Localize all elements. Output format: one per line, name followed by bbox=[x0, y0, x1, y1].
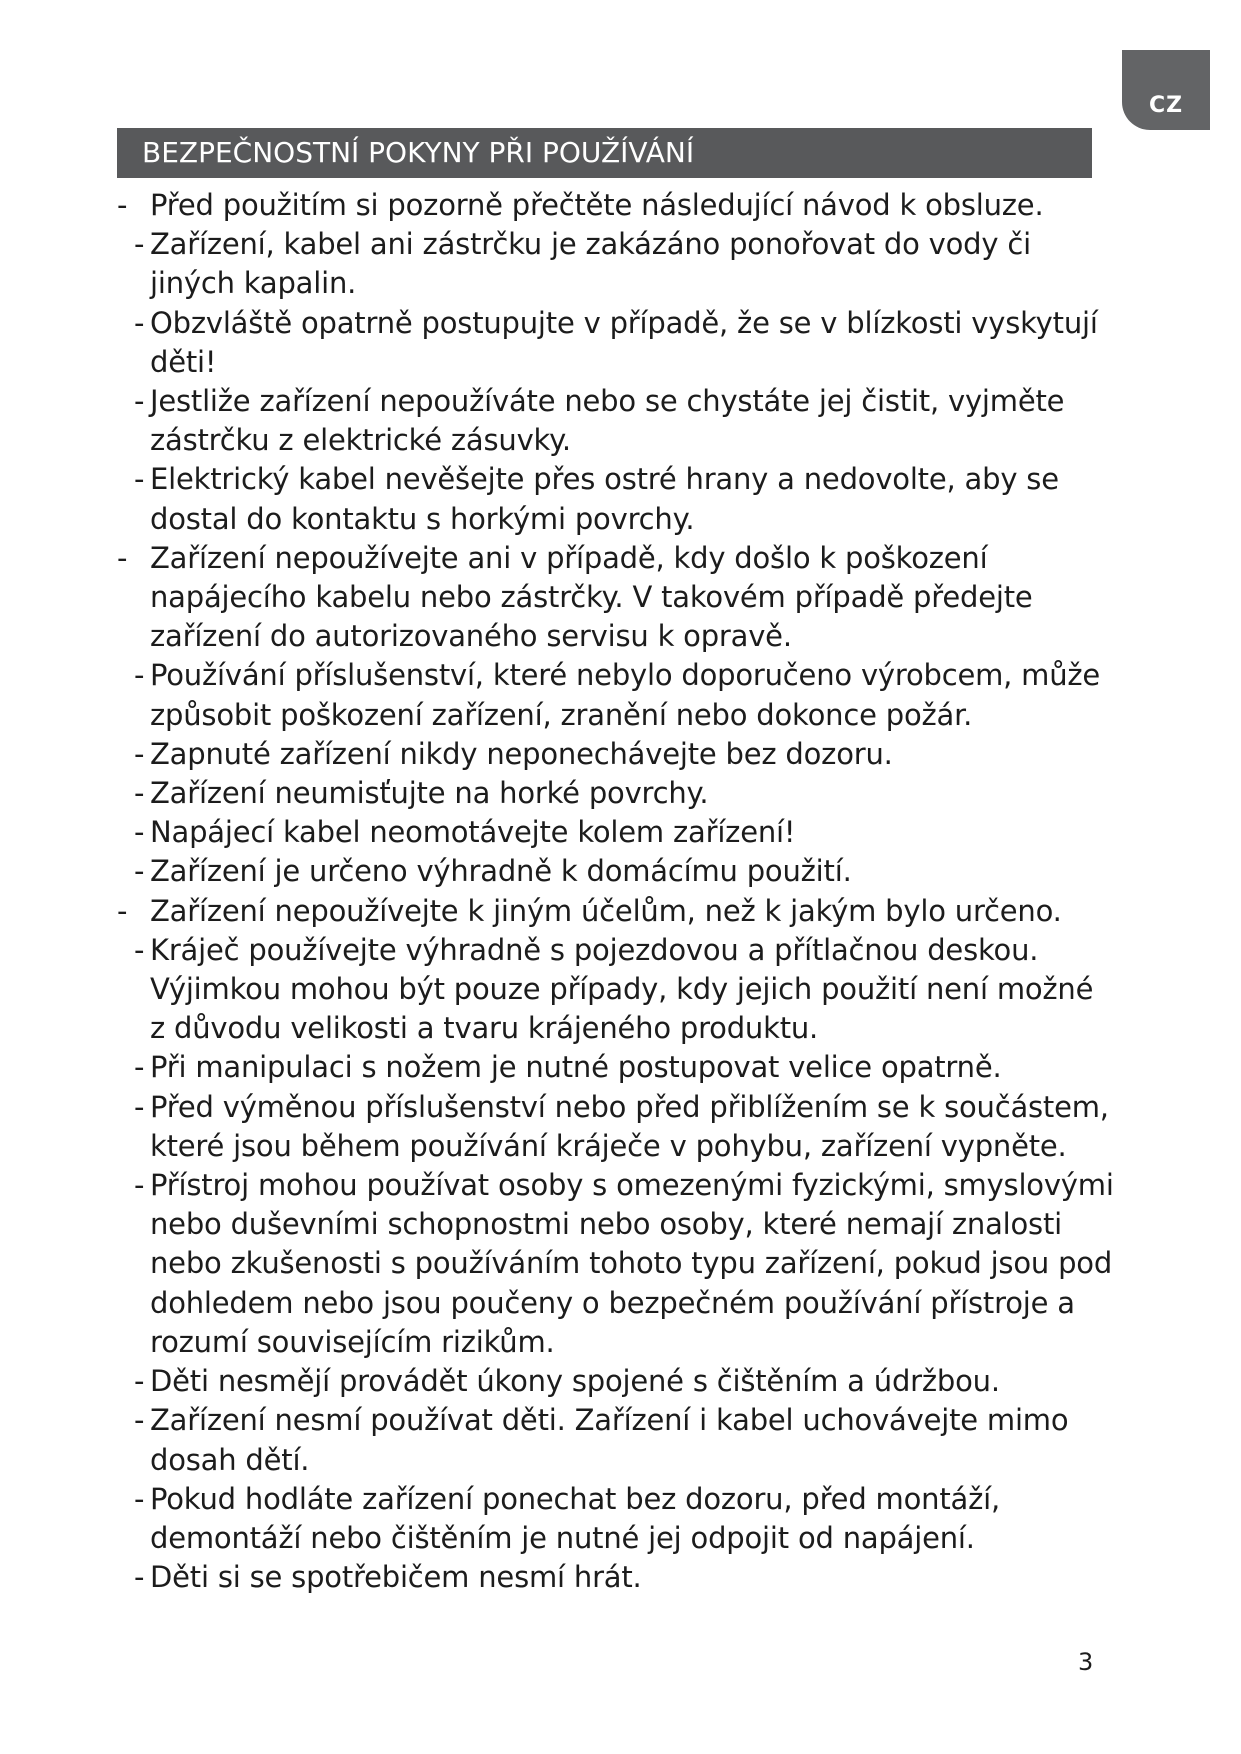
list-item bbox=[117, 1480, 1117, 1558]
list-item-text: Používání příslušenství, které nebylo doporučeno výrobcem, může způsobit poškození zařízení, zranění nebo dokonce požár. bbox=[150, 658, 1101, 732]
section-title: BEZPEČNOSTNÍ POKYNY PŘI POUŽÍVÁNÍ bbox=[142, 136, 695, 169]
list-item-text: Kráječ používejte výhradně s pojezdovou a přítlačnou deskou. Výjimkou mohou být pouze případy, kdy jejich použití není možné z důvodu velikosti a tvaru krájeného produktu. bbox=[150, 932, 1094, 1046]
language-tab-label: CZ bbox=[1148, 93, 1184, 118]
list-marker: - bbox=[134, 1481, 145, 1516]
list-item-text: Zapnuté zařízení nikdy neponechávejte bez dozoru. bbox=[150, 736, 893, 771]
list-item bbox=[117, 892, 1117, 931]
list-item bbox=[117, 225, 1117, 303]
list-item-text: Obzvláště opatrně postupujte v případě, že se v blízkosti vyskytují děti! bbox=[150, 305, 1098, 379]
list-item bbox=[117, 1048, 1117, 1087]
list-item-text: Při manipulaci s nožem je nutné postupovat velice opatrně. bbox=[150, 1050, 1002, 1085]
list-item-text: Elektrický kabel nevěšejte přes ostré hrany a nedovolte, aby se dostal do kontaktu s horkými povrchy. bbox=[150, 462, 1059, 536]
list-item bbox=[117, 774, 1117, 813]
section-title-bar bbox=[117, 128, 1092, 178]
list-marker: - bbox=[134, 1403, 145, 1438]
safety-instructions-list bbox=[117, 186, 1117, 1597]
list-marker: - bbox=[134, 932, 145, 967]
list-item-text: Zařízení nepoužívejte k jiným účelům, než k jakým bylo určeno. bbox=[150, 893, 1062, 928]
list-item-text: Zařízení nepoužívejte ani v případě, kdy došlo k poškození napájecího kabelu nebo zástrčky. V takovém případě předejte zařízení do autorizovaného servisu k opravě. bbox=[150, 540, 1033, 654]
list-marker: - bbox=[134, 815, 145, 850]
list-item bbox=[117, 460, 1117, 538]
list-item bbox=[117, 1362, 1117, 1401]
list-item bbox=[117, 382, 1117, 460]
list-item-text: Napájecí kabel neomotávejte kolem zařízení! bbox=[150, 815, 796, 850]
list-item-text: Přístroj mohou používat osoby s omezenými fyzickými, smyslovými nebo duševními schopnostmi nebo osoby, které nemají znalosti nebo zkušenosti s používáním tohoto typu zařízení, pokud jsou pod dohledem nebo jsou poučeny o bezpečném používání přístroje a rozumí souvisejícím rizikům. bbox=[150, 1168, 1114, 1359]
list-item bbox=[117, 931, 1117, 1049]
list-item bbox=[117, 1558, 1117, 1597]
list-item bbox=[117, 656, 1117, 734]
list-item-text: Zařízení, kabel ani zástrčku je zakázáno ponořovat do vody či jiných kapalin. bbox=[150, 227, 1031, 301]
list-marker: - bbox=[134, 1560, 145, 1595]
list-item bbox=[117, 735, 1117, 774]
list-marker: - bbox=[134, 776, 145, 811]
list-marker: - bbox=[134, 227, 145, 262]
list-marker: - bbox=[117, 540, 128, 575]
list-marker: - bbox=[117, 893, 128, 928]
list-item bbox=[117, 1401, 1117, 1479]
list-marker: - bbox=[134, 462, 145, 497]
list-item-text: Děti nesmějí provádět úkony spojené s čištěním a údržbou. bbox=[150, 1364, 1000, 1399]
list-marker: - bbox=[117, 188, 128, 222]
list-marker: - bbox=[134, 658, 145, 693]
page-number: 3 bbox=[1078, 1648, 1094, 1676]
list-item bbox=[117, 813, 1117, 852]
list-item-text: Před výměnou příslušenství nebo před přiblížením se k součástem, které jsou během používání kráječe v pohybu, zařízení vypněte. bbox=[150, 1089, 1109, 1163]
list-item-text: Jestliže zařízení nepoužíváte nebo se chystáte jej čistit, vyjměte zástrčku z elektrické zásuvky. bbox=[150, 384, 1065, 458]
list-marker: - bbox=[134, 1168, 145, 1203]
list-marker: - bbox=[134, 1089, 145, 1124]
list-item-text: Zařízení je určeno výhradně k domácímu použití. bbox=[150, 854, 852, 889]
list-item-text: Zařízení nesmí používat děti. Zařízení i kabel uchovávejte mimo dosah dětí. bbox=[150, 1403, 1069, 1477]
list-marker: - bbox=[134, 384, 145, 419]
list-marker: - bbox=[134, 305, 145, 340]
list-item-text: Před použitím si pozorně přečtěte následující návod k obsluze. bbox=[150, 188, 1044, 222]
list-item-text: Pokud hodláte zařízení ponechat bez dozoru, před montáží, demontáží nebo čištěním je nutné jej odpojit od napájení. bbox=[150, 1481, 1000, 1555]
list-marker: - bbox=[134, 736, 145, 771]
list-item bbox=[117, 539, 1117, 657]
list-item bbox=[117, 852, 1117, 891]
list-item-text: Zařízení neumisťujte na horké povrchy. bbox=[150, 776, 709, 811]
list-item bbox=[117, 186, 1117, 225]
list-marker: - bbox=[134, 1050, 145, 1085]
list-item bbox=[117, 1166, 1117, 1362]
list-item bbox=[117, 1088, 1117, 1166]
language-tab bbox=[1122, 50, 1210, 130]
list-item-text: Děti si se spotřebičem nesmí hrát. bbox=[150, 1560, 642, 1595]
list-item bbox=[117, 304, 1117, 382]
list-marker: - bbox=[134, 854, 145, 889]
list-marker: - bbox=[134, 1364, 145, 1399]
